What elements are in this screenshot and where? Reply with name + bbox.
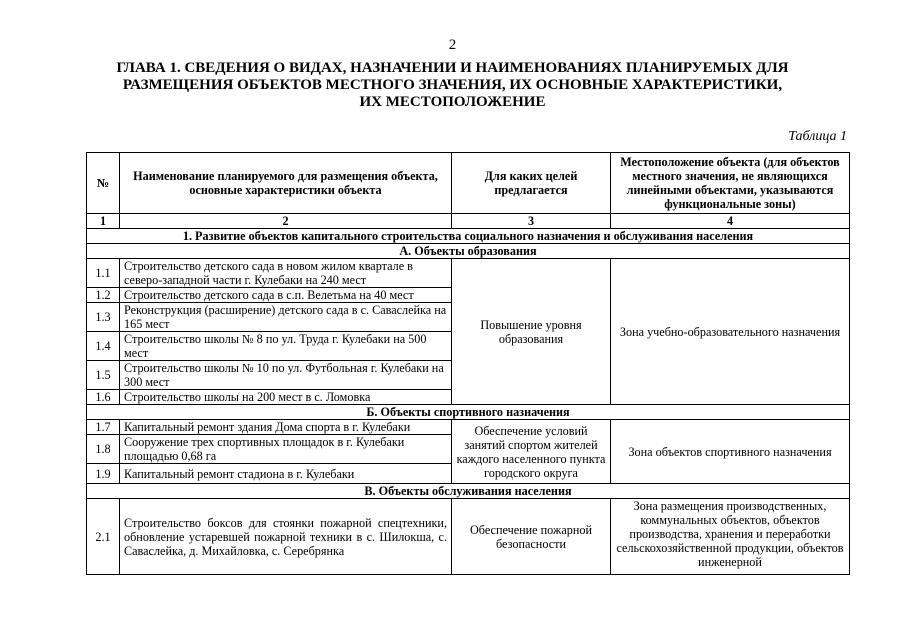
- row-number: 1.7: [87, 420, 120, 435]
- chapter-title-line: ГЛАВА 1. СВЕДЕНИЯ О ВИДАХ, НАЗНАЧЕНИИ И НАИМЕНОВАНИЯХ ПЛАНИРУЕМЫХ ДЛЯ: [116, 60, 789, 76]
- group-title-sports: Б. Объекты спортивного назначения: [87, 405, 850, 420]
- header-number: №: [87, 153, 120, 214]
- group-row: [87, 244, 850, 259]
- purpose-sports: Обеспечение условий занятий спортом жителей каждого населенного пункта городского округа: [452, 420, 611, 484]
- group-row: [87, 405, 850, 420]
- column-number: 2: [120, 214, 452, 229]
- row-number: 1.1: [87, 259, 120, 288]
- purpose-education: Повышение уровня образования: [452, 259, 611, 405]
- group-title-education: А. Объекты образования: [87, 244, 850, 259]
- location-production: Зона размещения производственных, коммунальных объектов, объектов производства, хранения и переработки сельскохозяйственной продукции, объектов инженерной: [611, 499, 850, 575]
- object-name: Реконструкция (расширение) детского сада в с. Саваслейка на 165 мест: [120, 303, 452, 332]
- column-number-row: [87, 214, 850, 229]
- group-title-services: В. Объекты обслуживания населения: [87, 484, 850, 499]
- table-row: [87, 499, 850, 575]
- objects-table: [86, 152, 850, 575]
- chapter-title-line: ИХ МЕСТОПОЛОЖЕНИЕ: [359, 94, 546, 110]
- row-number: 1.3: [87, 303, 120, 332]
- column-number: 3: [452, 214, 611, 229]
- object-name: Строительство школы № 10 по ул. Футбольная г. Кулебаки на 300 мест: [120, 361, 452, 390]
- row-number: 2.1: [87, 499, 120, 575]
- chapter-title: [60, 60, 845, 111]
- group-row: [87, 484, 850, 499]
- header-purpose: Для каких целей предлагается: [452, 153, 611, 214]
- row-number: 1.6: [87, 390, 120, 405]
- row-number: 1.2: [87, 288, 120, 303]
- section-title: 1. Развитие объектов капитального строительства социального назначения и обслуживания населения: [87, 229, 850, 244]
- object-name: Строительство школы № 8 по ул. Труда г. Кулебаки на 500 мест: [120, 332, 452, 361]
- object-name: Строительство детского сада в новом жилом квартале в северо-западной части г. Кулебаки на 240 мест: [120, 259, 452, 288]
- object-name: Строительство школы на 200 мест в с. Ломовка: [120, 390, 452, 405]
- row-number: 1.5: [87, 361, 120, 390]
- row-number: 1.9: [87, 464, 120, 484]
- object-name: Сооружение трех спортивных площадок в г. Кулебаки площадью 0,68 га: [120, 435, 452, 464]
- location-education: Зона учебно-образовательного назначения: [611, 259, 850, 405]
- header-location: Местоположение объекта (для объектов местного значения, не являющихся линейными объектами, указываются функциональные зоны): [611, 153, 850, 214]
- row-number: 1.8: [87, 435, 120, 464]
- location-sports: Зона объектов спортивного назначения: [611, 420, 850, 484]
- page-number: 2: [448, 37, 457, 53]
- purpose-fire-safety: Обеспечение пожарной безопасности: [452, 499, 611, 575]
- object-name: Строительство боксов для стоянки пожарной спецтехники, обновление устаревшей пожарной техники в с. Шилокша, с. Саваслейка, д. Михайловка, с. Серебрянка: [120, 499, 452, 575]
- object-name: Капитальный ремонт стадиона в г. Кулебаки: [120, 464, 452, 484]
- row-number: 1.4: [87, 332, 120, 361]
- table-label: Таблица 1: [788, 129, 847, 144]
- object-name: Капитальный ремонт здания Дома спорта в г. Кулебаки: [120, 420, 452, 435]
- chapter-title-line: РАЗМЕЩЕНИЯ ОБЪЕКТОВ МЕСТНОГО ЗНАЧЕНИЯ, ИХ ОСНОВНЫЕ ХАРАКТЕРИСТИКИ,: [122, 77, 783, 93]
- object-name: Строительство детского сада в с.п. Велетьма на 40 мест: [120, 288, 452, 303]
- section-row: [87, 229, 850, 244]
- table-row: [87, 259, 850, 288]
- table-header-row: [87, 153, 850, 214]
- column-number: 4: [611, 214, 850, 229]
- column-number: 1: [87, 214, 120, 229]
- header-object-name: Наименование планируемого для размещения объекта, основные характеристики объекта: [120, 153, 452, 214]
- table-row: [87, 420, 850, 435]
